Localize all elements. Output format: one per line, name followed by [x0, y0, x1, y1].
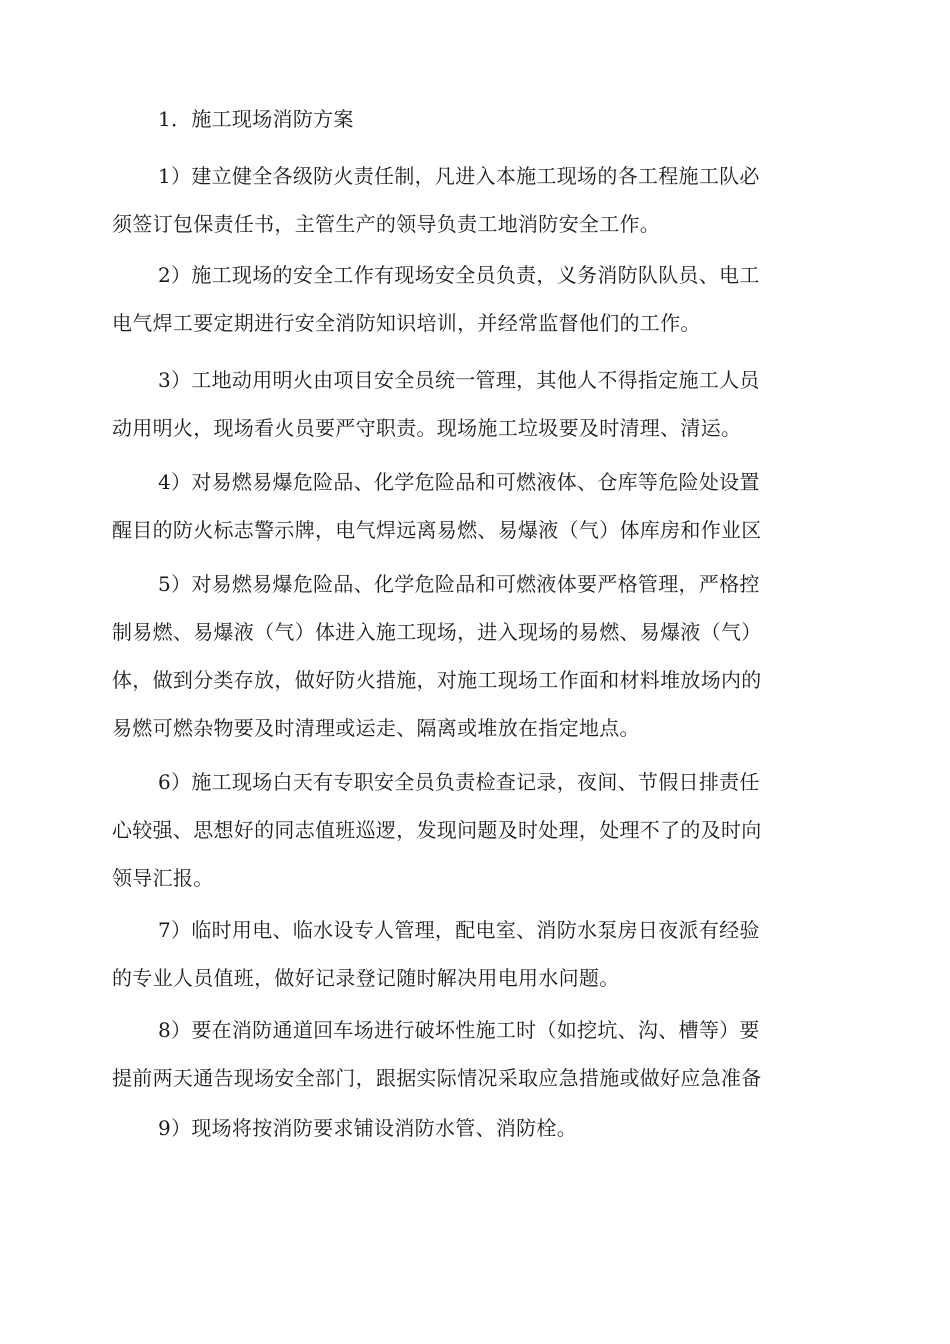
- paragraph-9: [112, 1104, 832, 1152]
- paragraph-line: 动用明火，现场看火员要严守职责。现场施工垃圾要及时清理、清运。: [112, 416, 742, 440]
- paragraph-8: [112, 1006, 832, 1102]
- paragraph-line: 电气焊工要定期进行安全消防知识培训，并经常监督他们的工作。: [112, 311, 701, 335]
- paragraph-line: 7）临时用电、临水设专人管理，配电室、消防水泵房日夜派有经验: [158, 918, 760, 942]
- paragraph-5: [112, 560, 832, 752]
- paragraph-line: 6）施工现场白天有专职安全员负责检查记录，夜间、节假日排责任: [158, 770, 760, 794]
- paragraph-2: [112, 251, 832, 347]
- paragraph-line: 提前两天通告现场安全部门，跟据实际情况采取应急措施或做好应急准备: [112, 1066, 762, 1090]
- paragraph-7: [112, 906, 832, 1002]
- paragraph-1: [112, 152, 832, 248]
- section-heading: 1．施工现场消防方案: [158, 107, 354, 131]
- paragraph-line: 体，做到分类存放，做好防火措施，对施工现场工作面和材料堆放场内的: [112, 668, 762, 692]
- paragraph-4: [112, 458, 832, 554]
- paragraph-line: 9）现场将按消防要求铺设消防水管、消防栓。: [158, 1116, 578, 1140]
- paragraph-line: 易燃可燃杂物要及时清理或运走、隔离或堆放在指定地点。: [112, 716, 640, 740]
- paragraph-line: 领导汇报。: [112, 866, 214, 890]
- paragraph-line: 的专业人员值班，做好记录登记随时解决用电用水问题。: [112, 966, 620, 990]
- paragraph-line: 须签订包保责任书，主管生产的领导负责工地消防安全工作。: [112, 212, 661, 236]
- paragraph-line: 8）要在消防通道回车场进行破坏性施工时（如挖坑、沟、槽等）要: [158, 1018, 760, 1042]
- paragraph-line: 2）施工现场的安全工作有现场安全员负责，义务消防队队员、电工: [158, 263, 760, 287]
- paragraph-3: [112, 356, 832, 452]
- paragraph-line: 3）工地动用明火由项目安全员统一管理，其他人不得指定施工人员: [158, 368, 760, 392]
- paragraph-line: 醒目的防火标志警示牌，电气焊远离易燃、易爆液（气）体库房和作业区: [112, 518, 762, 542]
- paragraph-line: 5）对易燃易爆危险品、化学危险品和可燃液体要严格管理，严格控: [158, 572, 760, 596]
- paragraph-6: [112, 758, 832, 902]
- paragraph-line: 4）对易燃易爆危险品、化学危险品和可燃液体、仓库等危险处设置: [158, 470, 760, 494]
- paragraph-line: 1）建立健全各级防火责任制，凡进入本施工现场的各工程施工队必: [158, 164, 760, 188]
- paragraph-line: 心较强、思想好的同志值班巡逻，发现问题及时处理，处理不了的及时向: [112, 818, 762, 842]
- paragraph-line: 制易燃、易爆液（气）体进入施工现场，进入现场的易燃、易爆液（气）: [112, 620, 762, 644]
